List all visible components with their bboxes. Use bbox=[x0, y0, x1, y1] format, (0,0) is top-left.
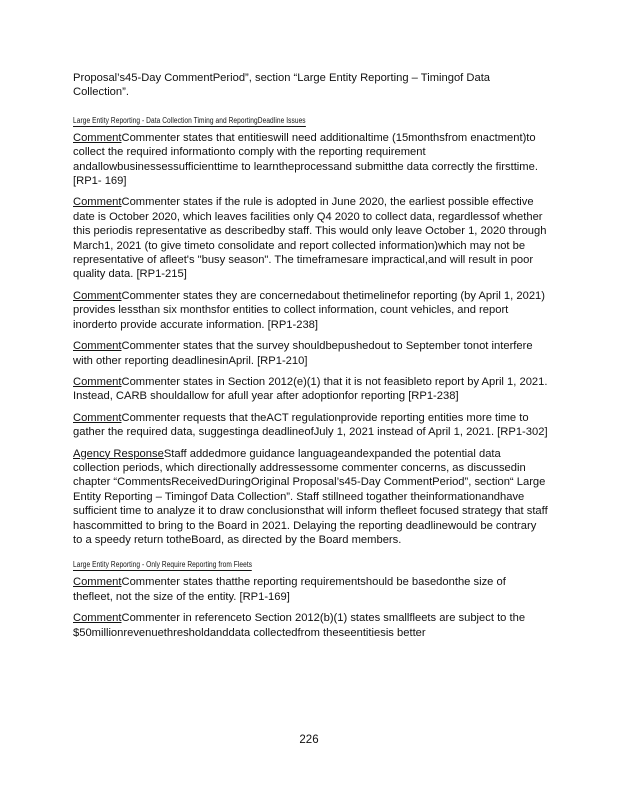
section-heading-data-collection: Large Entity Reporting - Data Collection Timing and ReportingDeadline Issues bbox=[73, 115, 306, 125]
comment-paragraph bbox=[73, 289, 548, 332]
comment-paragraph bbox=[73, 375, 548, 404]
comment-text: Commenter states that the survey shouldbepushedout to September tonot interfere with other reporting deadlinesinApril. [RP1-210] bbox=[73, 340, 533, 367]
comment-label: Comment bbox=[73, 411, 122, 424]
comment-paragraph bbox=[73, 611, 548, 640]
comment-text: Commenter states they are concernedabout thetimelinefor reporting (by April 1, 2021) provides lessthan six monthsfor entities to collect information, count vehicles, and report inorderto provide accurate information. [RP1-238] bbox=[73, 289, 545, 331]
comment-label: Comment bbox=[73, 576, 122, 589]
section-heading-wrapper bbox=[73, 554, 548, 568]
agency-response-label: Agency Response bbox=[73, 447, 164, 460]
comment-text: Commenter states that entitieswill need additionaltime (15monthsfrom enactment)to collect the required informationto comply with the reporting requirement andallowbusinessessufficienttime to learntheprocessand submitthe data correctly the firsttime.[RP1- 169] bbox=[73, 131, 538, 188]
comment-text: Commenter states in Section 2012(e)(1) that it is not feasibleto report by April 1, 2021. Instead, CARB shouldallow for afull year after adoptionfor reporting [RP1-238] bbox=[73, 375, 548, 403]
comment-paragraph bbox=[73, 131, 548, 189]
page-number: 226 bbox=[299, 734, 319, 746]
section-heading-wrapper bbox=[73, 110, 548, 124]
comment-text: Commenter states if the rule is adopted in June 2020, the earliest possible effective date is October 2020, which leaves facilities only Q4 2020 to collect data, regardlessof whether this periodis representative as describedby staff. This would only leave October 1, 2020 through March1, 2021 (to give timeto consolidate and report collected information)which may not be representative of afleet's "busy season". The timeframesare impractical,and will result in poor quality data. [RP1-215] bbox=[73, 196, 547, 281]
comment-paragraph bbox=[73, 411, 548, 440]
section-heading-fleets: Large Entity Reporting - Only Require Reporting from Fleets bbox=[73, 560, 253, 570]
comment-paragraph bbox=[73, 195, 548, 281]
comment-text: Commenter in referenceto Section 2012(b)(1) states smallfleets are subject to the $50millionrevenuethresholdanddata collectedfrom theseentitiesis better bbox=[73, 612, 526, 639]
comment-paragraph bbox=[73, 339, 548, 368]
intro-paragraph: Proposal’s45-Day CommentPeriod”, section “Large Entity Reporting – Timingof Data Collection”. bbox=[73, 72, 491, 99]
comment-label: Comment bbox=[73, 196, 122, 209]
comment-label: Comment bbox=[73, 131, 122, 144]
comment-text: Commenter states thatthe reporting requirementshould be basedonthe size of thefleet, not the size of the entity. [RP1-169] bbox=[73, 576, 506, 603]
comment-text: Commenter requests that theACT regulationprovide reporting entities more time to gather the required data, suggestinga deadlineofJuly 1, 2021 instead of April 1, 2021. [RP1-302] bbox=[73, 411, 548, 439]
comment-label: Comment bbox=[73, 375, 122, 388]
comment-label: Comment bbox=[73, 289, 122, 302]
comment-label: Comment bbox=[73, 340, 122, 353]
agency-response-paragraph bbox=[73, 447, 548, 548]
document-body bbox=[73, 71, 548, 647]
comment-paragraph bbox=[73, 575, 548, 604]
agency-response-text: Staff addedmore guidance languageandexpanded the potential data collection periods, which directionally addressessome commenter concerns, as discussedin chapter “CommentsReceivedDuringOriginal Proposal’s45-Day CommentPeriod”, section“ Large Entity Reporting – Timingof Data Collection”. Staff stillneed togather theinformationandhave sufficient time to analyze it to draw conclusionsthat will inform thefleet focused strategy that staff hascommitted to bring to the Board in 2021. Delaying the reporting deadlinewould be contrary to a speedy return totheBoard, as directed by the Board members. bbox=[73, 447, 548, 546]
comment-label: Comment bbox=[73, 612, 122, 625]
